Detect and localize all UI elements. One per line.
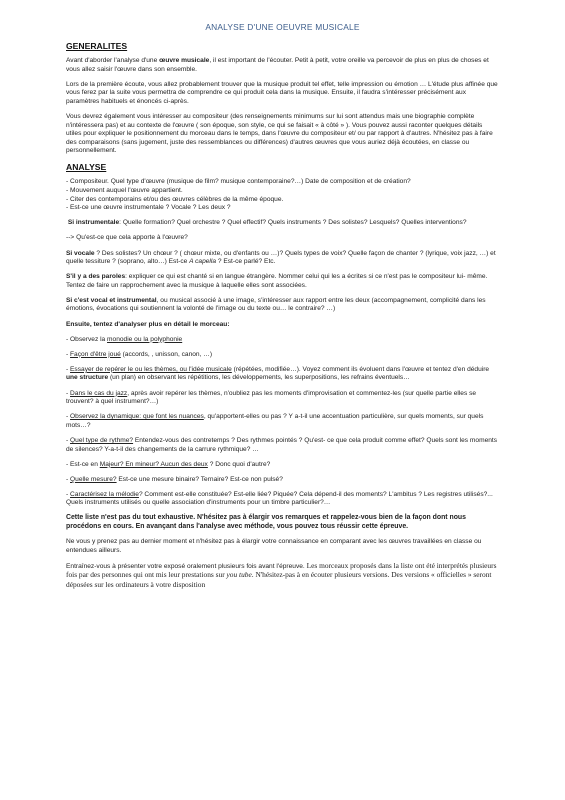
paragraph-vocal: Si vocale ? Des solistes? Un chœur ? ( chœur mixte, ou d'enfants ou …)? Quels types de voix? Quelle façon de chanter ? (lyrique, voix jazz, …) et quelle tessiture ? (soprano, alto…) Est-ce A capella ? Est-ce parlé? Etc. [66, 249, 496, 266]
heading-analyse: ANALYSE [66, 162, 107, 173]
paragraph-contribution: --> Qu'est-ce que cela apporte à l'œuvre? [66, 234, 188, 242]
list-item: - Observez la dynamique: que font les nuances, qu'apportent-elles ou pas ? Y a-t-il une accentuation particulière, sur quels moments, sur quels mots…? [66, 413, 484, 429]
paragraph-note-bold: Cette liste n'est pas du tout exhaustive. N'hésitez pas à élargir vos remarques et rappelez-vous bien de la façon dont nous procédons en cours. En avançant dans l'analyse avec méthode, vous pouvez tous réussir cette épreuve. [66, 514, 466, 531]
list-item: - Observez la monodie ou la polyphonie [66, 335, 183, 343]
list-item: - Mouvement auquel l'œuvre appartient. [66, 187, 183, 195]
paragraph-detail-intro: Ensuite, tentez d'analyser plus en détail le morceau: [66, 320, 230, 328]
paragraph-advice: Ne vous y prenez pas au dernier moment et n'hésitez pas à élargir votre connaissance en comparant avec les œuvres travaillées en classe ou entendues ailleurs. [66, 538, 482, 554]
list-item: - Façon d'être joué (accords, , unisson, canon, …) [66, 350, 213, 358]
list-item: - Essayer de repérer le ou les thèmes, ou l'idée musicale (répétées, modifiée…). Voyez comment ils évoluent dans l'œuvre et tentez d'en déduire une structure (un plan) en observant les répétitions, les développements, les superpositions, les refrains éventuels… [66, 365, 490, 382]
heading-generalites: GENERALITES [66, 41, 128, 51]
paragraph-intro: Avant d'aborder l'analyse d'une œuvre musicale, il est important de l'écouter. Petit à petit, votre oreille va percevoir de plus en plus de choses et vous allez saisir l'œuvre dans son ensemble. [66, 57, 489, 73]
paragraph-first-listening: Lors de la première écoute, vous allez probablement trouver que la musique produit tel effet, telle impression ou émotion … L'étude plus affinée que vous ferez par la suite vous permettra de comprendre ce qui produit cela dans la musique. Ensuite, il faudra s'intéresser précisément aux paramètres habituels et énoncés ci-après. [66, 80, 498, 105]
paragraph-instrumental: Si instrumentale: Quelle formation? Quel orchestre ? Quel effectif? Quels instruments ? Des solistes? Lesquels? Quelles interventions? [67, 219, 467, 227]
document-title: ANALYSE D'UNE OEUVRE MUSICALE [205, 22, 360, 32]
paragraph-composer: Vous devrez également vous intéresser au compositeur (des renseignements minimums sur lui sont attendus mais une biographie complète n'intéressera pas) et au contexte de l'œuvre ( son époque, son style, ce qui se faisait « à côté » ). Vous pouvez aussi raconter quelques détails utiles pour expliquer le positionnement du morceau dans le temps, dans l'œuvre du compositeur et/ ou par rapport à d'autres. N'hésitez pas à faire des comparaisons (sans jugement, juste des ressemblances ou différences) d'autres œuvres que vous auriez déjà écoutées, en classe ou personnellement. [66, 112, 493, 155]
list-item: - Est-ce en Majeur? En mineur? Aucun des deux ? Donc quoi d'autre? [66, 460, 271, 468]
list-item: - Quelle mesure? Est-ce une mesure binaire? Ternaire? Est-ce non pulsé? [66, 475, 283, 483]
list-item: - Dans le cas du jazz, après avoir repérer les thèmes, n'oubliez pas les moments d'improvisation et commentez-les (sur quelle partie elles se trouvent? à quel instrument?…) [66, 389, 477, 406]
list-item: - Compositeur. Quel type d'œuvre (musique de film? musique contemporaine?…) Date de composition et de création? [66, 178, 411, 186]
list-item: - Quel type de rythme? Entendez-vous des contretemps ? Des rythmes pointés ? Qu'est- ce que cela produit comme effet? Quels sont les moments de silences? Y-a-t-il des changements de la carrure rythmique? … [66, 436, 498, 453]
paragraph-practice: Entraînez-vous à présenter votre exposé oralement plusieurs fois avant l'épreuve. Les morceaux proposés dans la liste ont été interprétés plusieurs fois par des personnes qui ont mis leur prestations sur you tube. N'hésitez-pas à en écouter plusieurs versions. Des versions « officielles » seront déposées sur les ordinateurs à votre disposition [66, 560, 497, 590]
paragraph-vocal-instrumental: Si c'est vocal et instrumental, ou musical associé à une image, s'intéresser aux rapport entre les deux (accompagnement, complicité dans les émotions, évocations qui soutiennent la volonté de l'image ou du texte ou… le contraire? …) [66, 296, 486, 313]
list-item: - Citer des contemporains et/ou des œuvres célèbres de la même époque. [66, 195, 284, 203]
list-item: - Caractérisez la mélodie? Comment est-elle constituée? Est-elle liée? Piquée? Cela dépend-il des moments? L'ambitus ? Les registres utilisés?... Quels instruments utilisés ou quelle association d'instruments pour un timbre particulier?… [66, 490, 493, 507]
list-item: - Est-ce une œuvre instrumentale ? Vocale ? Les deux ? [66, 204, 231, 212]
paragraph-lyrics: S'il y a des paroles: expliquer ce qui est chanté si en langue étrangère. Nommer celui qui les a écrites si ce n'est pas le compositeur lui- même. Tentez de faire un rapprochement avec la musique à laquelle elles sont associées. [66, 273, 488, 289]
